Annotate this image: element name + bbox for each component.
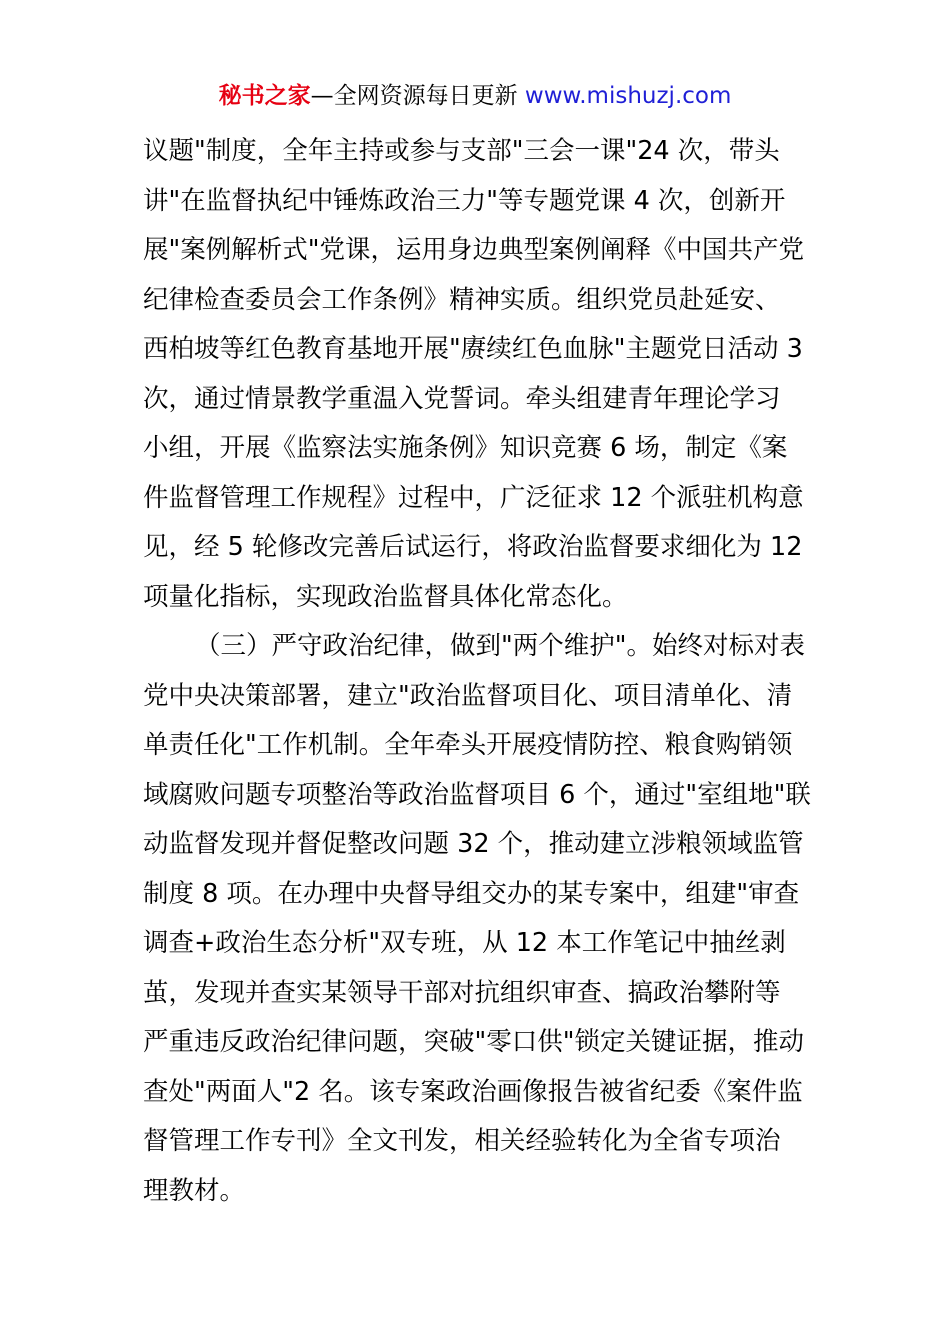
text-line: 纪律检查委员会工作条例》精神实质。组织党员赴延安、 bbox=[143, 284, 781, 315]
text-line: 调查+政治生态分析"双专班，从 12 本工作笔记中抽丝剥 bbox=[143, 928, 786, 958]
site-tagline: —全网资源每日更新 bbox=[310, 83, 525, 109]
text-line: 展"案例解析式"党课，运用身边典型案例阐释《中国共产党 bbox=[143, 235, 804, 265]
text-line: 小组，开展《监察法实施条例》知识竞赛 6 场，制定《案 bbox=[143, 433, 788, 463]
text-line: 茧，发现并查实某领导干部对抗组织审查、搞政治攀附等 bbox=[143, 977, 781, 1008]
text-line: 件监督管理工作规程》过程中，广泛征求 12 个派驻机构意 bbox=[143, 482, 804, 513]
document-body bbox=[143, 127, 813, 1216]
site-header bbox=[0, 80, 950, 112]
text-line: 动监督发现并督促整改问题 32 个，推动建立涉粮领域监管 bbox=[143, 829, 804, 859]
text-line: 项量化指标，实现政治监督具体化常态化。 bbox=[143, 581, 628, 612]
text-line: 查处"两面人"2 名。该专案政治画像报告被省纪委《案件监 bbox=[143, 1076, 803, 1107]
text-line: 议题"制度，全年主持或参与支部"三会一课"24 次，带头 bbox=[143, 136, 780, 166]
text-line: 次，通过情景教学重温入党誓词。牵头组建青年理论学习 bbox=[143, 383, 781, 414]
text-line: 督管理工作专刊》全文刊发，相关经验转化为全省专项治 bbox=[143, 1126, 781, 1156]
text-line: 理教材。 bbox=[143, 1175, 246, 1206]
section-heading-line: （三）严守政治纪律，做到"两个维护"。始终对标对表 bbox=[195, 631, 805, 661]
text-line: 党中央决策部署，建立"政治监督项目化、项目清单化、清 bbox=[143, 680, 793, 711]
text-line: 严重违反政治纪律问题，突破"零口供"锁定关键证据，推动 bbox=[143, 1027, 804, 1057]
site-url-link[interactable]: www.mishuzj.com bbox=[524, 83, 732, 109]
text-line: 见，经 5 轮修改完善后试运行，将政治监督要求细化为 12 bbox=[143, 532, 803, 562]
text-line: 单责任化"工作机制。全年牵头开展疫情防控、粮食购销领 bbox=[143, 730, 793, 760]
text-line: 制度 8 项。在办理中央督导组交办的某专案中，组建"审查 bbox=[143, 878, 800, 909]
site-brand: 秘书之家 bbox=[218, 83, 311, 109]
text-line: 域腐败问题专项整治等政治监督项目 6 个，通过"室组地"联 bbox=[143, 779, 811, 810]
text-line: 讲"在监督执纪中锤炼政治三力"等专题党课 4 次，创新开 bbox=[143, 185, 786, 216]
text-line: 西柏坡等红色教育基地开展"赓续红色血脉"主题党日活动 3 bbox=[143, 334, 803, 364]
